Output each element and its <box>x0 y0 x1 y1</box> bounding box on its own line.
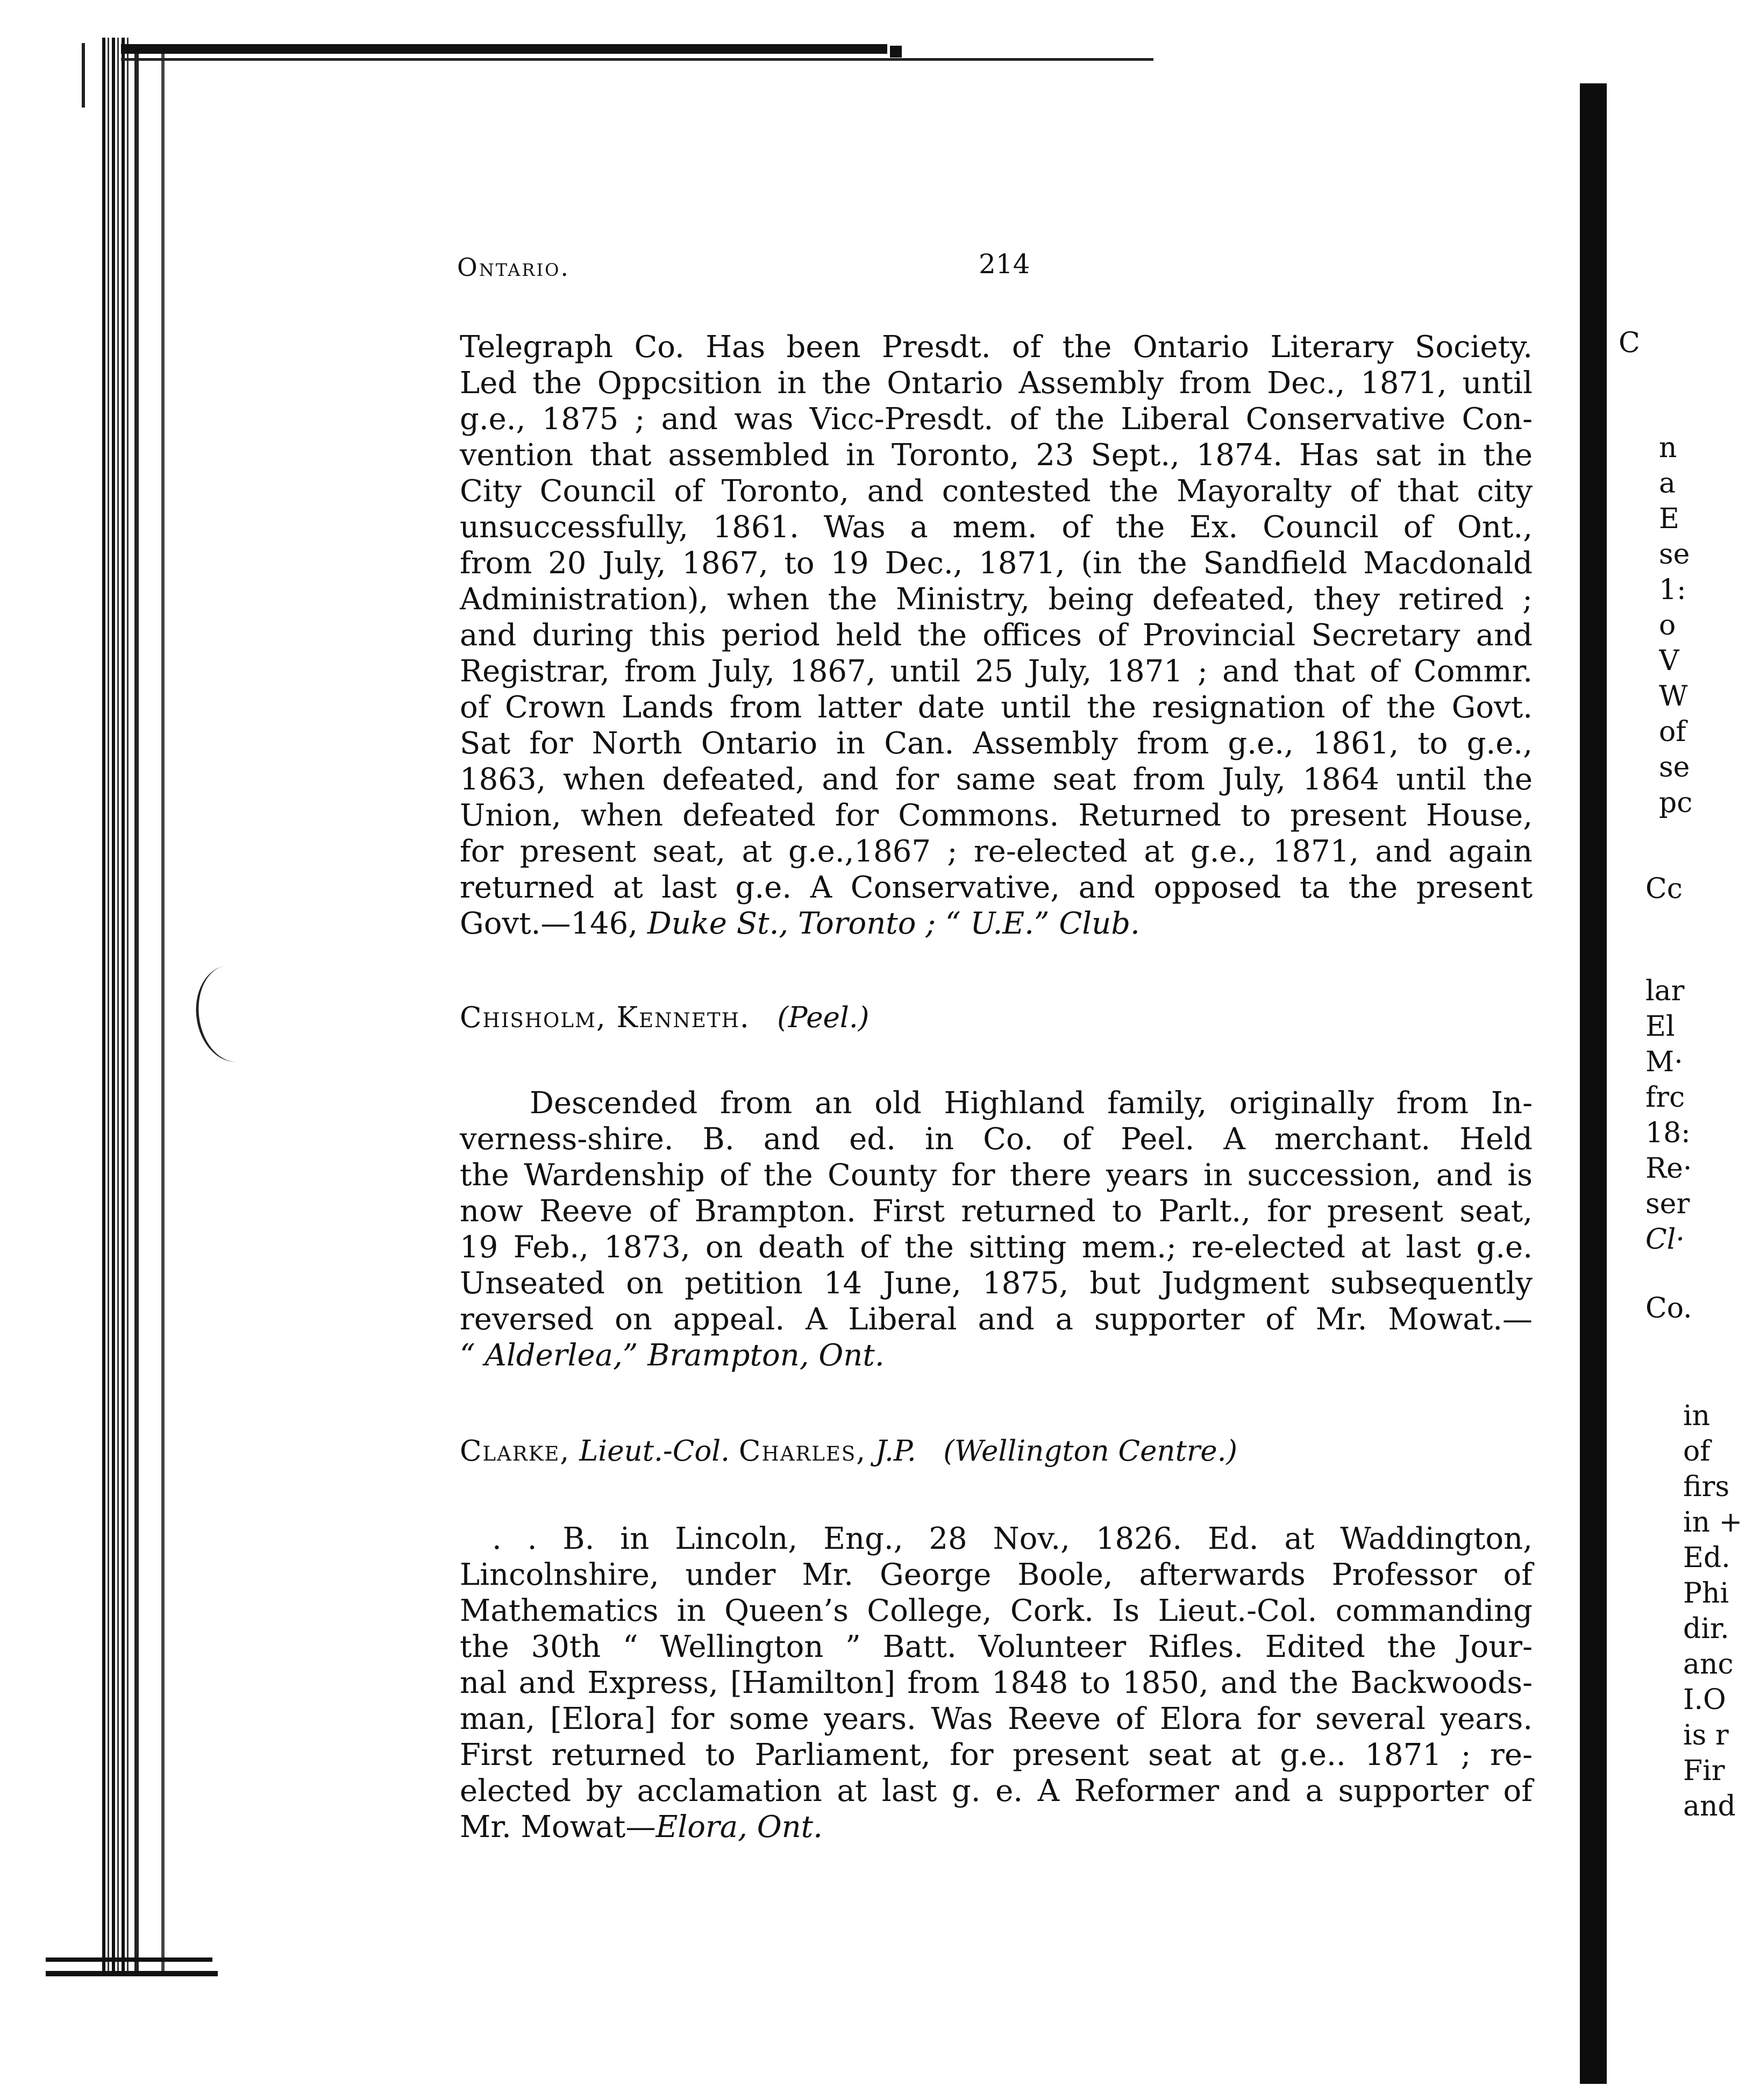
fragment-text: 1: <box>1659 574 1686 606</box>
biography-clarke <box>460 1521 1533 1845</box>
constituency: (Wellington Centre.) <box>943 1435 1238 1468</box>
fragment-text: dir. <box>1683 1613 1729 1645</box>
text-line: . . B. in Lincoln, Eng., 28 Nov., 1826. Ed. at Waddington, <box>492 1521 1533 1556</box>
address: Elora, Ont. <box>655 1810 823 1845</box>
fragment-text: and <box>1683 1790 1736 1823</box>
closing-prefix: Govt.—146, <box>460 906 638 941</box>
fragment-text: El <box>1645 1010 1675 1043</box>
scan-edge-mark <box>82 43 85 108</box>
text-line: nal and Express, [Hamilton] from 1848 to 1850, and the Backwoods- <box>460 1665 1533 1700</box>
entry-heading-chisholm <box>460 1001 869 1034</box>
fragment-text: Cc <box>1645 873 1683 905</box>
text-line: Registrar, from July, 1867, until 25 July, 1871 ; and that of Commr. <box>460 654 1533 689</box>
constituency: (Peel.) <box>777 1001 870 1034</box>
address: Duke St., Toronto ; <box>647 906 936 941</box>
fragment-text: anc <box>1683 1648 1734 1681</box>
fragment-text: V <box>1659 645 1679 677</box>
member-honour: J.P. <box>875 1435 916 1468</box>
text-line: of Crown Lands from latter date until the resignation of the Govt. <box>460 690 1533 725</box>
fragment-text: lar <box>1645 975 1685 1007</box>
fragment-text: Ed. <box>1683 1542 1730 1574</box>
facing-page-fragment <box>1619 325 1758 361</box>
text-line: reversed on appeal. A Liberal and a supporter of Mr. Mowat.— <box>460 1302 1533 1337</box>
facing-page-fragment <box>1659 430 1760 821</box>
text-line: Union, when defeated for Commons. Returned to present House, <box>460 798 1533 833</box>
page-number: 214 <box>979 248 1030 280</box>
text-line: First returned to Parliament, for present seat at g.e.. 1871 ; re- <box>460 1738 1533 1772</box>
fragment-text: firs <box>1683 1471 1730 1503</box>
fragment-text: frc <box>1645 1081 1685 1114</box>
member-given-name: Charles, <box>738 1435 867 1468</box>
fragment-text: ser <box>1645 1188 1690 1220</box>
fragment-text: Cl· <box>1645 1223 1685 1256</box>
bottom-border-rule-thick <box>46 1971 218 1976</box>
fragment-text: E <box>1659 503 1679 535</box>
facing-page-fragment <box>1683 1398 1760 1824</box>
left-border-rule-inner <box>161 54 165 1974</box>
text-line: Descended from an old Highland family, originally from In- <box>530 1086 1533 1121</box>
text-line-closing <box>460 1809 1533 1845</box>
continued-biography <box>460 329 1533 942</box>
fragment-text: se <box>1659 751 1690 784</box>
bottom-border-rule <box>46 1957 212 1962</box>
text-line: Lincolnshire, under Mr. George Boole, afterwards Professor of <box>460 1557 1533 1592</box>
left-border-rule <box>134 51 139 1974</box>
text-line: 19 Feb., 1873, on death of the sitting mem.; re-elected at last g.e. <box>460 1230 1533 1265</box>
fragment-text: Co. <box>1645 1292 1692 1325</box>
facing-page-fragment <box>1645 973 1760 1257</box>
text-line: unsuccessfully, 1861. Was a mem. of the Ex. Council of Ont., <box>460 510 1533 545</box>
fragment-text: in + <box>1683 1506 1743 1539</box>
text-line-closing <box>460 906 1533 942</box>
text-line: Sat for North Ontario in Can. Assembly from g.e., 1861, to g.e., <box>460 726 1533 761</box>
fragment-text: 18: <box>1645 1117 1691 1149</box>
fragment-text: se <box>1659 538 1690 571</box>
facing-page-fragment <box>1645 1291 1760 1326</box>
fragment-text: Re· <box>1645 1152 1692 1185</box>
closing-prefix: Mr. Mowat— <box>460 1810 656 1845</box>
text-line: now Reeve of Brampton. First returned to Parlt., for present seat, <box>460 1194 1533 1229</box>
running-header-section: Ontario. <box>457 253 571 282</box>
handwritten-bracket-mark <box>190 960 275 1066</box>
text-line: man, [Elora] for some years. Was Reeve of Elora for several years. <box>460 1702 1533 1736</box>
fragment-text: n <box>1659 432 1677 464</box>
text-line: and during this period held the offices of Provincial Secretary and <box>460 618 1533 653</box>
text-line: 1863, when defeated, and for same seat from July, 1864 until the <box>460 762 1533 797</box>
member-name: Chisholm, Kenneth. <box>460 1001 750 1034</box>
text-line: Led the Oppcsition in the Ontario Assembly from Dec., 1871, until <box>460 366 1533 401</box>
address: “ Alderlea,” Brampton, Ont. <box>460 1338 885 1373</box>
text-line: the Wardenship of the County for there years in succession, and is <box>460 1158 1533 1193</box>
fragment-text: C <box>1619 327 1640 359</box>
member-surname: Clarke, <box>460 1435 571 1468</box>
text-line: Telegraph Co. Has been Presdt. of the Ontario Literary Society. <box>460 330 1533 365</box>
text-line: vention that assembled in Toronto, 23 Sept., 1874. Has sat in the <box>460 438 1533 473</box>
top-border-mark <box>890 46 902 58</box>
top-border-rule <box>121 44 887 54</box>
text-line: verness-shire. B. and ed. in Co. of Peel. A merchant. Held <box>460 1122 1533 1157</box>
entry-heading-clarke <box>460 1435 1237 1468</box>
text-line: Administration), when the Ministry, being defeated, they retired ; <box>460 582 1533 617</box>
biography-chisholm <box>460 1085 1533 1373</box>
text-line: Unseated on petition 14 June, 1875, but Judgment subsequently <box>460 1266 1533 1301</box>
fragment-text: W <box>1659 680 1688 713</box>
fragment-text: Fir <box>1683 1755 1725 1787</box>
member-rank: Lieut.-Col. <box>579 1435 730 1468</box>
binding-shadow <box>102 38 129 1974</box>
top-border-rule-thin <box>121 58 1153 61</box>
fragment-text: is r <box>1683 1719 1729 1752</box>
text-line: for present seat, at g.e.,1867 ; re-elected at g.e., 1871, and again <box>460 834 1533 869</box>
text-line: elected by acclamation at last g. e. A Reformer and a supporter of <box>460 1774 1533 1809</box>
fragment-text: a <box>1659 467 1676 500</box>
club: “ U.E.” Club. <box>945 906 1140 941</box>
fragment-text: pc <box>1659 787 1693 819</box>
fragment-text: M· <box>1645 1046 1683 1078</box>
fragment-text: I.O <box>1683 1684 1726 1716</box>
fragment-text: in <box>1683 1400 1711 1432</box>
text-line: from 20 July, 1867, to 19 Dec., 1871, (in the Sandfield Macdonald <box>460 546 1533 581</box>
fragment-text: o <box>1659 609 1676 642</box>
text-line: g.e., 1875 ; and was Vicc-Presdt. of the Liberal Conservative Con- <box>460 402 1533 437</box>
fragment-text: of <box>1683 1435 1711 1468</box>
fragment-text: of <box>1659 716 1686 748</box>
text-line: the 30th “ Wellington ” Batt. Volunteer Rifles. Edited the Jour- <box>460 1629 1533 1664</box>
text-line: Mathematics in Queen’s College, Cork. Is Lieut.-Col. commanding <box>460 1593 1533 1628</box>
fragment-text: Phi <box>1683 1577 1729 1610</box>
right-page-gutter <box>1580 83 1607 2084</box>
facing-page-fragment <box>1645 871 1760 907</box>
text-line: returned at last g.e. A Conservative, and opposed ta the present <box>460 870 1533 905</box>
text-line: City Council of Toronto, and contested the Mayoralty of that city <box>460 474 1533 509</box>
